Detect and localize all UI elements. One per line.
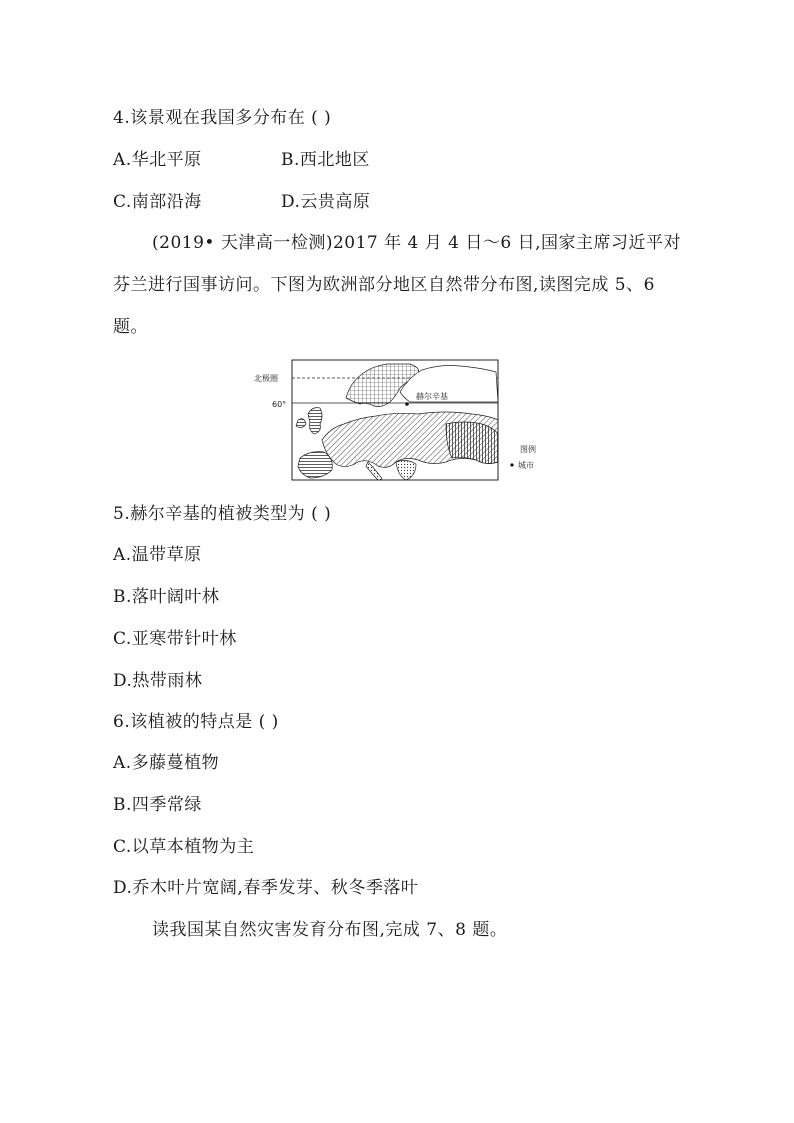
q5-option-b: B.落叶阔叶林 xyxy=(113,587,220,607)
q4-options-row-2 xyxy=(113,191,371,213)
eastern-steppe xyxy=(446,422,498,464)
europe-vegetation-map xyxy=(250,358,550,486)
legend-city-label: 城市 xyxy=(518,461,534,470)
q4-option-b: B.西北地区 xyxy=(281,150,370,170)
legend-city-dot xyxy=(510,463,513,466)
q4-options-row-1 xyxy=(113,149,370,171)
q4-stem: 4.该景观在我国多分布在 ( ) xyxy=(113,108,332,128)
iberia xyxy=(298,452,332,478)
intro-line-1: (2019• 天津高一检测)2017 年 4 月 4 日～6 日,国家主席习近平对 xyxy=(152,233,681,253)
outro-paragraph: 读我国某自然灾害发育分布图,完成 7、8 题。 xyxy=(152,920,508,940)
q5-option-a: A.温带草原 xyxy=(113,545,202,565)
q5-option-d: D.热带雨林 xyxy=(113,671,203,691)
british-isles xyxy=(308,408,322,434)
q6-option-a: A.多藤蔓植物 xyxy=(113,753,220,773)
q4-option-a: A.华北平原 xyxy=(113,150,202,170)
latitude-label: 60° xyxy=(272,400,287,409)
helsinki-dot xyxy=(405,402,409,406)
q6-option-b: B.四季常绿 xyxy=(113,795,202,815)
q5-option-c: C.亚寒带针叶林 xyxy=(113,629,237,649)
q4-option-c: C.南部沿海 xyxy=(113,192,202,212)
q6-option-d: D.乔木叶片宽阔,春季发芽、秋冬季落叶 xyxy=(113,878,419,898)
legend-title: 图例 xyxy=(520,445,536,454)
intro-line-2: 芬兰进行国事访问。下图为欧洲部分地区自然带分布图,读图完成 5、6 xyxy=(113,275,655,295)
intro-line-3: 题。 xyxy=(113,317,148,337)
q6-stem: 6.该植被的特点是 ( ) xyxy=(113,712,279,732)
q5-stem: 5.赫尔辛基的植被类型为 ( ) xyxy=(113,504,332,524)
helsinki-label: 赫尔辛基 xyxy=(416,392,448,401)
q6-option-c: C.以草本植物为主 xyxy=(113,837,255,857)
q4-option-d: D.云贵高原 xyxy=(281,192,371,212)
arctic-circle-label: 北极圈 xyxy=(254,374,278,383)
